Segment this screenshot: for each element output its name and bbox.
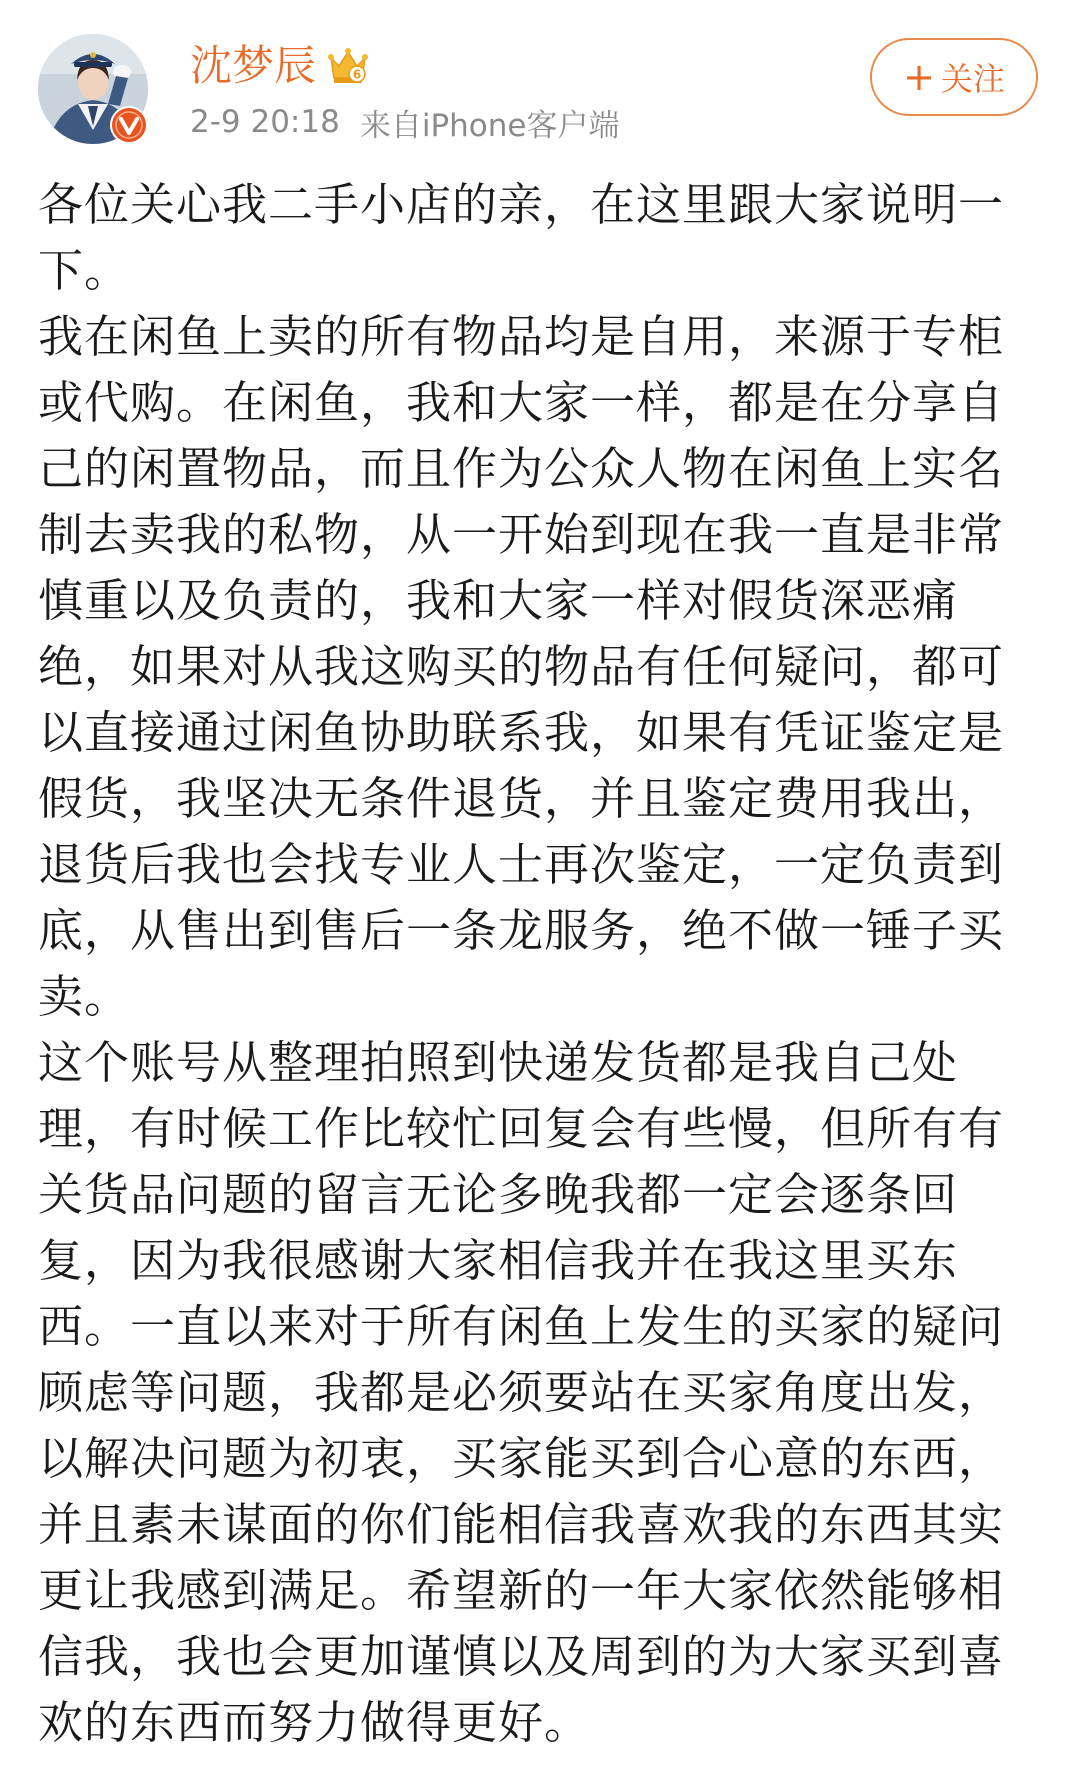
post-timestamp: 2-9 20:18 bbox=[190, 104, 340, 140]
post-paragraph: 这个账号从整理拍照到快递发货都是我自己处理，有时候工作比较忙回复会有些慢，但所有有关货品问题的留言无论多晚我都一定会逐条回复，因为我很感谢大家相信我并在我这里买东西。一直以来对于所有闲鱼上发生的买家的疑问顾虑等问题，我都是必须要站在买家角度出发，以解决问题为初衷，买家能买到合心意的东西，并且素未谋面的你们能相信我喜欢我的东西其实更让我感到满足。希望新的一年大家依然能够相信我，我也会更加谨慎以及周到的为大家买到喜欢的东西而努力做得更好。 bbox=[38, 1036, 1005, 1749]
vip-level: 6 bbox=[352, 67, 362, 82]
follow-label: 关注 bbox=[940, 60, 1005, 98]
author-row bbox=[190, 36, 370, 96]
follow-button[interactable] bbox=[870, 38, 1038, 116]
post-content bbox=[38, 172, 1038, 1756]
author-avatar[interactable] bbox=[38, 34, 148, 144]
post-source: 来自iPhone客户端 bbox=[359, 107, 620, 144]
crown-vip-icon[interactable] bbox=[326, 44, 370, 88]
post-header bbox=[0, 0, 1080, 170]
author-name[interactable]: 沈梦辰 bbox=[190, 41, 317, 90]
verified-badge bbox=[110, 106, 148, 144]
post-paragraph: 我在闲鱼上卖的所有物品均是自用，来源于专柜或代购。在闲鱼，我和大家一样，都是在分享自己的闲置物品，而且作为公众人物在闲鱼上实名制去卖我的私物，从一开始到现在我一直是非常慎重以及负责的，我和大家一样对假货深恶痛绝，如果对从我这购买的物品有任何疑问，都可以直接通过闲鱼协助联系我，如果有凭证鉴定是假货，我坚决无条件退货，并且鉴定费用我出，退货后我也会找专业人士再次鉴定，一定负责到底，从售出到售后一条龙服务，绝不做一锤子买卖。 bbox=[38, 310, 1005, 1023]
post-paragraph: 各位关心我二手小店的亲，在这里跟大家说明一下。 bbox=[38, 178, 1005, 297]
plus-icon: + bbox=[903, 55, 935, 99]
post-meta bbox=[190, 100, 619, 144]
verified-v-icon bbox=[110, 106, 148, 144]
